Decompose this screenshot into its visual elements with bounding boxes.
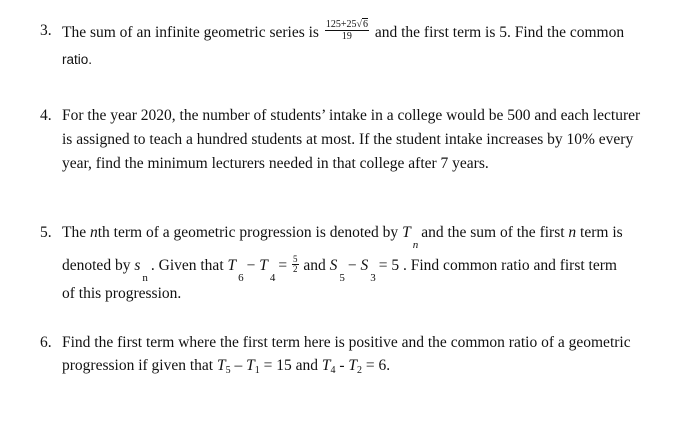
question-text: term is xyxy=(580,224,623,241)
math-variable: n xyxy=(89,224,98,241)
question-4-line-3: year, find the minimum lecturers needed in that college after 7 years. xyxy=(62,155,489,172)
question-number: 5. xyxy=(40,224,52,241)
question-number: 4. xyxy=(40,107,52,124)
math-subscript: 5 xyxy=(225,365,231,376)
fraction-numerator: 5 xyxy=(293,254,298,264)
math-operator: = xyxy=(278,257,288,275)
question-3-line-1 xyxy=(62,19,625,45)
math-operator: − xyxy=(347,257,357,275)
question-text: = 5 . Find common ratio and first term xyxy=(378,257,617,275)
fraction-denominator: 19 xyxy=(341,31,352,42)
sum-fraction xyxy=(325,19,369,42)
five-halves-fraction xyxy=(292,255,299,274)
question-text: progression if given that xyxy=(62,357,214,374)
question-number: 6. xyxy=(40,334,52,351)
math-subscript: n xyxy=(142,272,148,285)
math-variable: T xyxy=(402,224,411,241)
question-6-line-1: Find the first term where the first term here is positive and the common ratio of a geometric xyxy=(62,334,631,351)
question-5-line-2 xyxy=(62,254,617,285)
math-operator: − xyxy=(246,257,256,275)
math-subscript: n xyxy=(412,239,419,251)
question-5-line-3: of this progression. xyxy=(62,285,182,302)
question-text: The sum of an infinite geometric series is xyxy=(62,24,319,42)
question-5-line-1 xyxy=(62,224,623,251)
question-text: = 6. xyxy=(362,357,391,374)
math-subscript: 4 xyxy=(330,365,336,376)
question-text: The xyxy=(62,224,87,241)
question-text: and xyxy=(303,257,326,275)
math-variable: T xyxy=(216,357,226,374)
math-variable: S xyxy=(360,257,369,275)
math-variable: s xyxy=(134,257,141,275)
question-text: and the sum of the first xyxy=(421,224,565,241)
question-4-line-1: For the year 2020, the number of students’ intake in a college would be 500 and each lecturer xyxy=(62,107,641,124)
math-subscript: 2 xyxy=(357,365,363,376)
question-6-line-2 xyxy=(62,357,390,375)
math-subscript: 4 xyxy=(269,272,276,285)
math-operator: – xyxy=(230,357,247,374)
question-text: = 15 and xyxy=(259,357,322,374)
math-subscript: 1 xyxy=(254,365,260,376)
question-text: . Given that xyxy=(150,257,224,275)
math-variable: S xyxy=(329,257,338,275)
math-variable: T xyxy=(227,257,237,275)
math-variable: T xyxy=(259,257,268,275)
math-variable: T xyxy=(348,357,358,374)
sqrt-radicand: 6 xyxy=(362,19,368,30)
math-subscript: 6 xyxy=(238,272,244,285)
question-number: 3. xyxy=(40,22,52,39)
math-subscript: 5 xyxy=(339,272,345,285)
math-subscript: 3 xyxy=(370,272,376,285)
question-text: denoted by xyxy=(62,257,131,275)
question-text: th term of a geometric progression is denoted by xyxy=(97,224,399,241)
question-text: and the first term is 5. Find the common xyxy=(374,24,625,42)
math-variable: n xyxy=(568,224,577,241)
numerator-term: 125+25 xyxy=(325,19,357,30)
question-3-line-2: ratio. xyxy=(62,52,93,67)
math-operator: - xyxy=(335,357,349,374)
question-4-line-2: is assigned to teach a hundred students at most. If the student intake increases by 10% every xyxy=(62,131,634,148)
math-variable: T xyxy=(321,357,331,374)
math-variable: T xyxy=(246,357,255,374)
fraction-numerator: 125+25√6 xyxy=(325,19,368,30)
fraction-denominator: 2 xyxy=(293,264,298,274)
